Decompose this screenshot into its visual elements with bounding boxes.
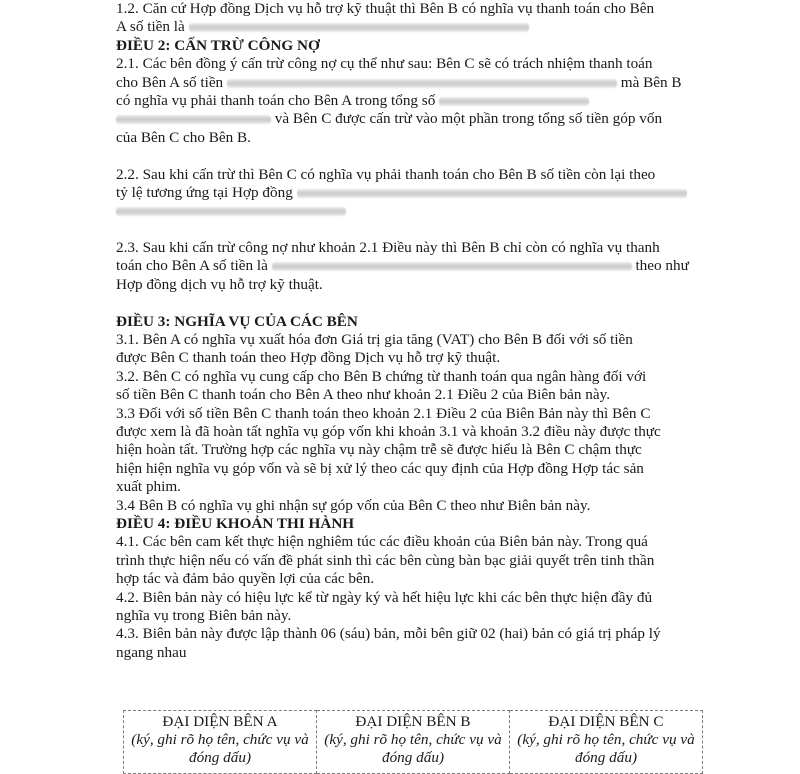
line-text: 3.2. Bên C có nghĩa vụ cung cấp cho Bên B chứng từ thanh toán qua ngân hàng đối với [116, 367, 647, 385]
text-line [116, 166, 706, 184]
text-line [116, 607, 706, 625]
signature-note: (ký, ghi rõ họ tên, chức vụ và đóng dấu) [517, 731, 695, 766]
line-text-after: mà Bên B [620, 73, 682, 91]
line-text: được Bên C thanh toán theo Hợp đồng Dịch vụ hỗ trợ kỹ thuật. [116, 349, 501, 367]
line-text: ĐIỀU 2: CẤN TRỪ CÔNG NỢ [116, 36, 320, 54]
line-text: số tiền Bên C thanh toán cho Bên A theo như khoản 2.1 Điều 2 của Biên bản này. [116, 386, 610, 404]
line-text: xuất phim. [116, 478, 181, 496]
text-line [116, 552, 706, 570]
signature-title: ĐẠI DIỆN BÊN B [355, 713, 471, 730]
text-line [116, 18, 706, 36]
line-text: 3.1. Bên A có nghĩa vụ xuất hóa đơn Giá trị gia tăng (VAT) cho Bên B đối với số tiền [116, 331, 633, 349]
line-text: 2.3. Sau khi cấn trừ công nợ như khoản 2.1 Điều này thì Bên B chỉ còn có nghĩa vụ thanh [116, 239, 660, 257]
line-text: ngang nhau [116, 643, 187, 661]
text-line [116, 423, 706, 441]
redacted-value [439, 97, 589, 106]
text-line [116, 74, 706, 92]
signature-cell-b [317, 711, 510, 774]
section-heading [116, 313, 706, 331]
line-text: 3.3 Đối với số tiền Bên C thanh toán theo khoản 2.1 Điều 2 của Biên Bản này thì Bên C [116, 404, 651, 422]
line-text-after: theo như [635, 257, 689, 275]
redacted-value [272, 262, 632, 271]
redacted-value [297, 189, 687, 198]
signature-cell-c [510, 711, 703, 774]
paragraph-gap [116, 147, 706, 165]
text-line [116, 625, 706, 643]
text-line [116, 589, 706, 607]
text-line [116, 92, 706, 110]
line-text: hiện hoàn tất. Trường hợp các nghĩa vụ này chậm trễ sẽ được hiểu là Bên C chậm thực [116, 441, 642, 459]
line-text: 2.1. Các bên đồng ý cấn trừ công nợ cụ thể như sau: Bên C sẽ có trách nhiệm thanh toán [116, 55, 653, 73]
line-text: toán cho Bên A số tiền là [116, 257, 268, 275]
line-text: 4.3. Biên bản này được lập thành 06 (sáu) bản, mỗi bên giữ 02 (hai) bản có giá trị pháp lý [116, 625, 661, 643]
section-heading [116, 37, 706, 55]
line-text: nghĩa vụ trong Biên bản này. [116, 606, 292, 624]
text-line [116, 129, 706, 147]
line-text: 3.4 Bên B có nghĩa vụ ghi nhận sự góp vốn của Bên C theo như Biên bản này. [116, 496, 591, 514]
line-text: 2.2. Sau khi cấn trừ thì Bên C có nghĩa vụ phải thanh toán cho Bên B số tiền còn lại theo [116, 165, 656, 183]
signature-title: ĐẠI DIỆN BÊN A [162, 713, 278, 730]
text-line [116, 55, 706, 73]
line-text: 4.2. Biên bản này có hiệu lực kể từ ngày ký và hết hiệu lực khi các bên thực hiện đầy đủ [116, 588, 653, 606]
redacted-value [116, 115, 271, 124]
text-line [116, 331, 706, 349]
text-line [116, 257, 706, 275]
signature-note: (ký, ghi rõ họ tên, chức vụ và đóng dấu) [324, 731, 502, 766]
text-line [116, 644, 706, 662]
text-line [116, 110, 706, 128]
paragraph-gap [116, 221, 706, 239]
text-line [116, 386, 706, 404]
text-line [116, 460, 706, 478]
text-line [116, 184, 706, 202]
text-line [116, 349, 706, 367]
line-text: trình thực hiện nếu có vấn đề phát sinh thì các bên cùng bàn bạc giải quyết trên tinh thần [116, 551, 655, 569]
line-text: Hợp đồng dịch vụ hỗ trợ kỹ thuật. [116, 275, 323, 293]
line-text: hợp tác và đảm bảo quyền lợi của các bên. [116, 570, 375, 588]
text-line [116, 0, 706, 18]
signature-table [123, 710, 703, 774]
signature-note: (ký, ghi rõ họ tên, chức vụ và đóng dấu) [131, 731, 309, 766]
line-text: hiện hiện nghĩa vụ góp vốn và sẽ bị xử lý theo các quy định của Hợp đồng Hợp tác sản [116, 459, 644, 477]
line-text-after: và Bên C được cấn trừ vào một phần trong tổng số tiền góp vốn [274, 110, 663, 128]
paragraph-gap [116, 294, 706, 312]
line-text: 1.2. Căn cứ Hợp đồng Dịch vụ hỗ trợ kỹ thuật thì Bên B có nghĩa vụ thanh toán cho Bên [116, 0, 655, 17]
signature-cell-a [124, 711, 317, 774]
line-text: ĐIỀU 4: ĐIỀU KHOẢN THI HÀNH [116, 514, 355, 532]
text-line [116, 533, 706, 551]
signature-title: ĐẠI DIỆN BÊN C [548, 713, 664, 730]
text-line [116, 570, 706, 588]
line-text: có nghĩa vụ phải thanh toán cho Bên A trong tổng số [116, 91, 436, 109]
text-line [116, 441, 706, 459]
document-body [116, 0, 706, 662]
redacted-value [189, 23, 529, 32]
redacted-value [116, 207, 346, 216]
text-line [116, 239, 706, 257]
line-text: ĐIỀU 3: NGHĨA VỤ CỦA CÁC BÊN [116, 312, 358, 330]
section-heading [116, 515, 706, 533]
redacted-value [227, 79, 617, 88]
line-text: cho Bên A số tiền [116, 73, 224, 91]
line-text: A số tiền là [116, 18, 185, 36]
text-line [116, 202, 706, 220]
text-line [116, 497, 706, 515]
text-line [116, 478, 706, 496]
line-text: của Bên C cho Bên B. [116, 128, 251, 146]
text-line [116, 405, 706, 423]
text-line [116, 276, 706, 294]
line-text: tỷ lệ tương ứng tại Hợp đồng [116, 183, 293, 201]
text-line [116, 368, 706, 386]
line-text: được xem là đã hoàn tất nghĩa vụ góp vốn khi khoản 3.1 và khoản 3.2 điều này được thực [116, 422, 661, 440]
line-text: 4.1. Các bên cam kết thực hiện nghiêm túc các điều khoản của Biên bản này. Trong quá [116, 533, 648, 551]
